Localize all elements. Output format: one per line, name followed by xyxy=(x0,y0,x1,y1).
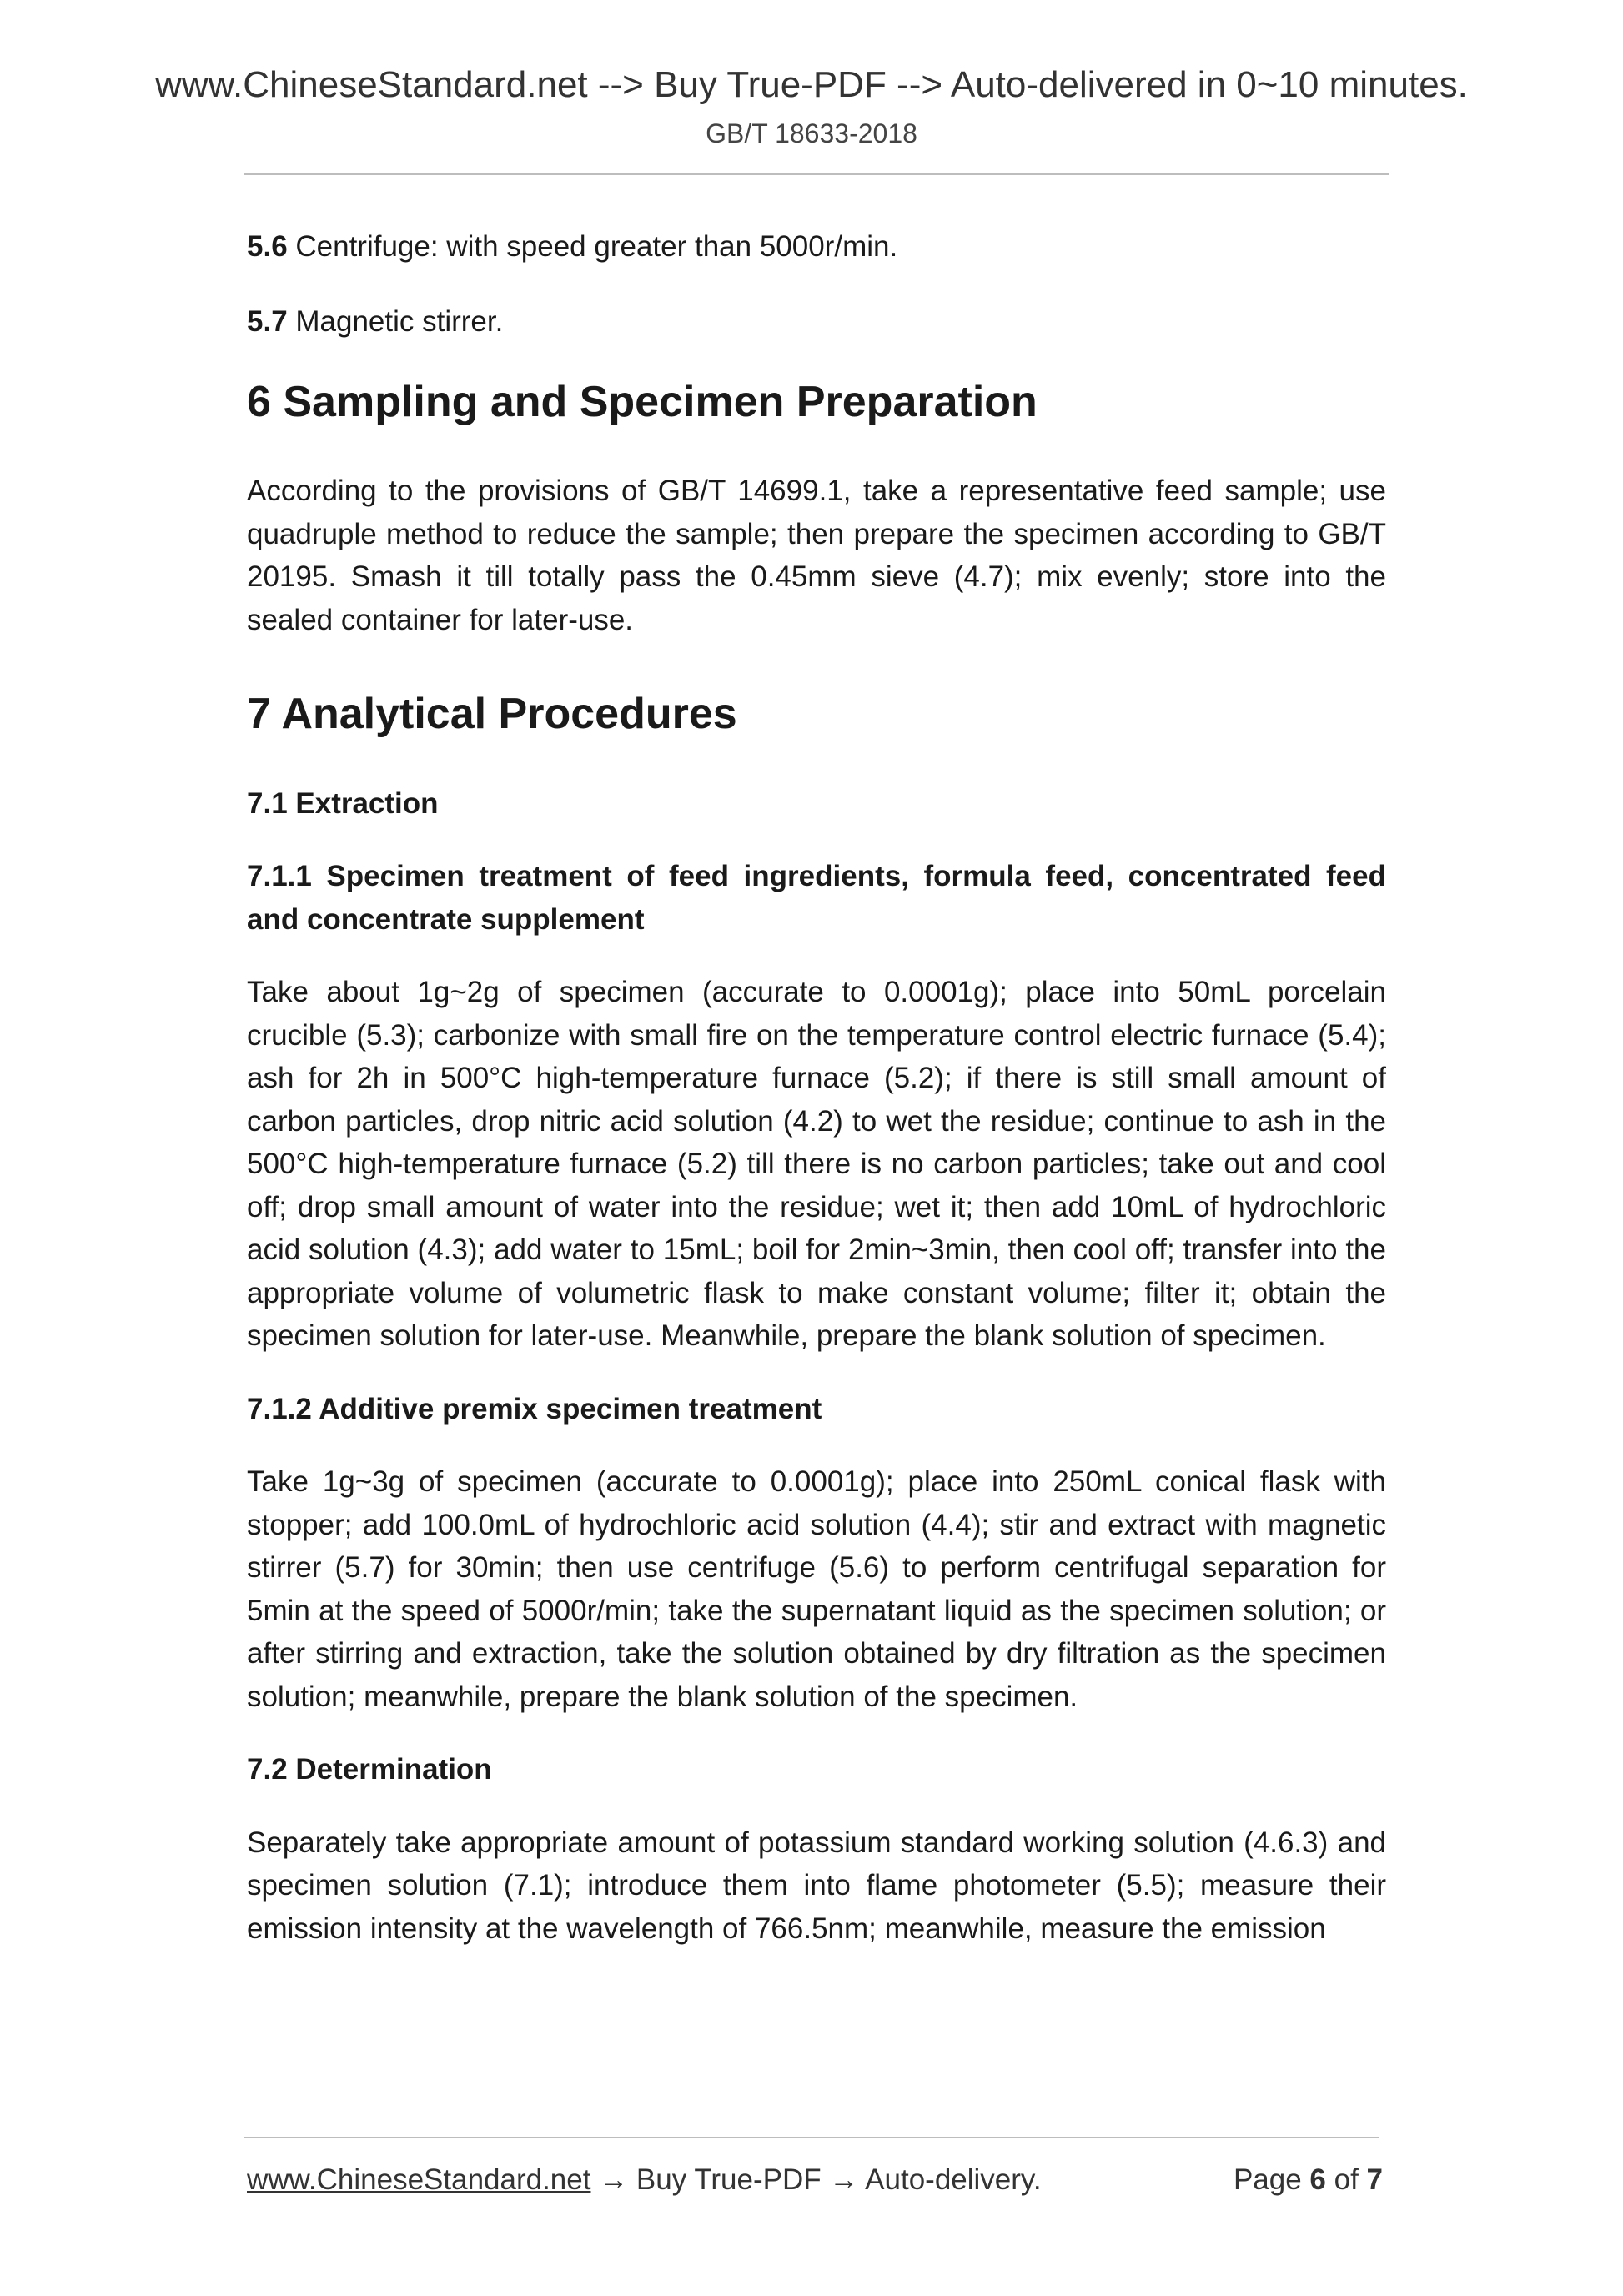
page-of-label: of xyxy=(1325,2163,1367,2196)
clause-5-6 xyxy=(247,225,1386,269)
clause-text: Magnetic stirrer. xyxy=(287,304,504,338)
subsection-7-1-2-paragraph: Take 1g~3g of specimen (accurate to 0.0001g); place into 250mL conical flask with stopper; add 100.0mL of hydrochloric acid solution (4.4); stir and extract with magnetic stirrer (5.7) for 30min; then use centrifuge (5.6) to perform centrifugal separation for 5min at the speed of 5000r/min; take the supernatant liquid as the specimen solution; or after stirring and extraction, take the solution obtained by dry filtration as the specimen solution; meanwhile, prepare the blank solution of the specimen. xyxy=(247,1465,1386,1713)
clause-5-7 xyxy=(247,300,1386,344)
subsection-7-1-1-heading: 7.1.1 Specimen treatment of feed ingredients, formula feed, concentrated feed and concentrate supplement xyxy=(247,860,1386,936)
page-indicator xyxy=(1234,2160,1383,2200)
section-7-heading: 7 Analytical Procedures xyxy=(247,690,737,739)
section-6-paragraph: According to the provisions of GB/T 14699.1, take a representative feed sample; use quadruple method to reduce the sample; then prepare the specimen according to GB/T 20195. Smash it till totally pass the 0.45mm sieve (4.7); mix evenly; store into the sealed container for later-use. xyxy=(247,475,1386,636)
page-total: 7 xyxy=(1366,2163,1383,2196)
footer-tagline: → Buy True-PDF → Auto-delivery. xyxy=(590,2163,1042,2196)
footer xyxy=(247,2160,1383,2200)
clause-text: Centrifuge: with speed greater than 5000r/min. xyxy=(287,230,898,263)
subsection-7-1-2-heading: 7.1.2 Additive premix specimen treatment xyxy=(247,1392,822,1425)
page-current: 6 xyxy=(1309,2163,1326,2196)
page-content xyxy=(247,225,1386,1980)
subsection-7-2-heading: 7.2 Determination xyxy=(247,1753,492,1786)
page-label: Page xyxy=(1233,2163,1310,2196)
subsection-7-1-heading: 7.1 Extraction xyxy=(247,786,439,820)
clause-number: 5.6 xyxy=(247,230,288,263)
header-banner: www.ChineseStandard.net --> Buy True-PDF --> Auto-delivered in 0~10 minutes. xyxy=(155,64,1468,105)
document-code: GB/T 18633-2018 xyxy=(706,118,917,148)
footer-divider xyxy=(244,2137,1379,2138)
subsection-7-1-1-paragraph: Take about 1g~2g of specimen (accurate to 0.0001g); place into 50mL porcelain crucible (5.3); carbonize with small fire on the temperature control electric furnace (5.4); ash for 2h in 500°C high-temperature furnace (5.2); if there is still small amount of carbon particles, drop nitric acid solution (4.2) to wet the residue; continue to ash in the 500°C high-temperature furnace (5.2) till there is no carbon particles; take out and cool off; drop small amount of water into the residue; wet it; then add 10mL of hydrochloric acid solution (4.3); add water to 15mL; boil for 2min~3min, then cool off; transfer into the appropriate volume of volumetric flask to make constant volume; filter it; obtain the specimen solution for later-use. Meanwhile, prepare the blank solution of specimen. xyxy=(247,976,1386,1353)
clause-number: 5.7 xyxy=(247,304,288,338)
header-divider xyxy=(244,173,1389,175)
subsection-7-2-paragraph: Separately take appropriate amount of potassium standard working solution (4.6.3) and specimen solution (7.1); introduce them into flame photometer (5.5); measure their emission intensity at the wavelength of 766.5nm; meanwhile, measure the emission xyxy=(247,1826,1386,1945)
section-6-heading: 6 Sampling and Specimen Preparation xyxy=(247,378,1038,426)
footer-site-link[interactable]: www.ChineseStandard.net xyxy=(247,2163,591,2196)
